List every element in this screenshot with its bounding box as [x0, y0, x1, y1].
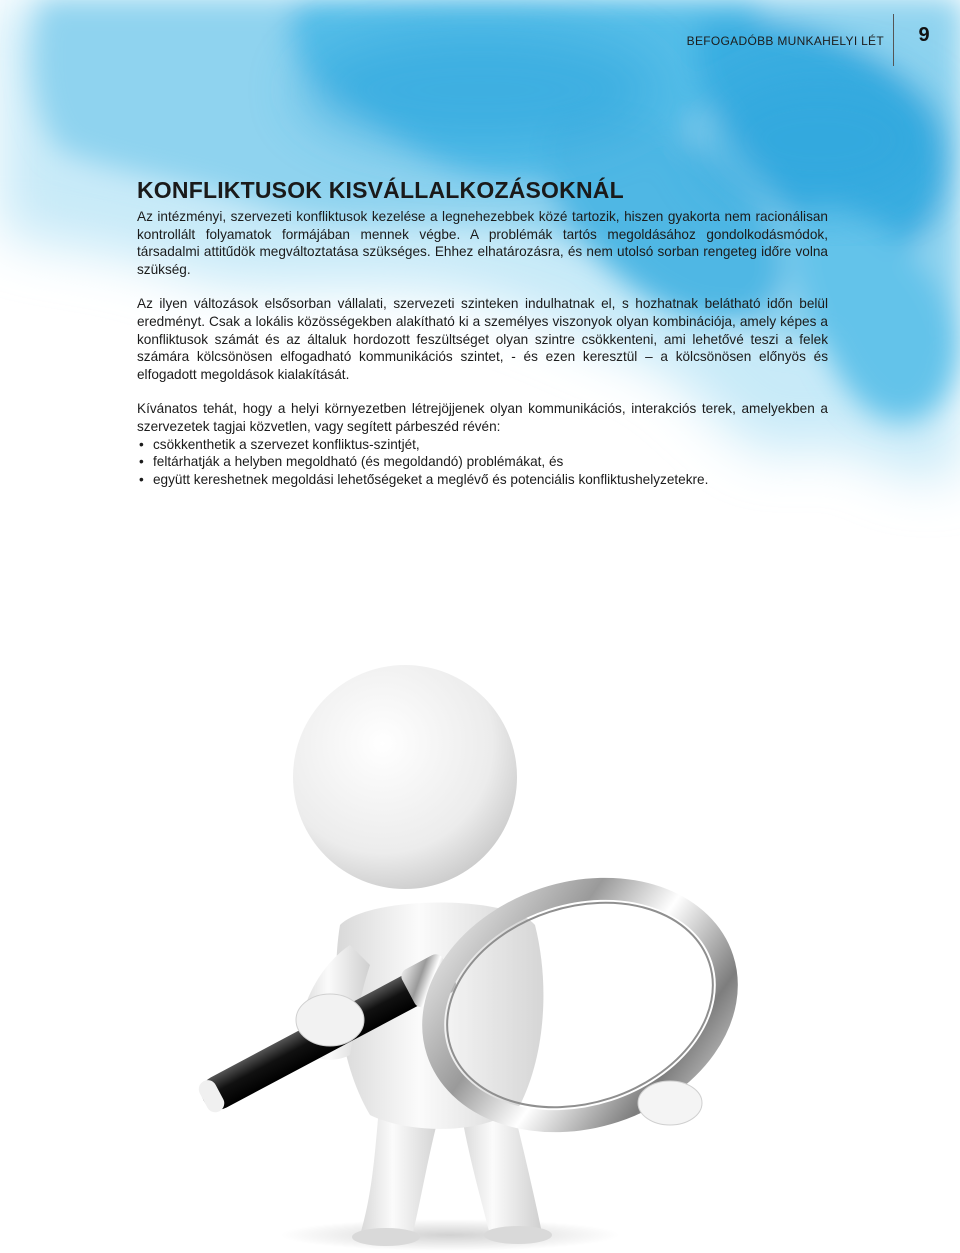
- figure-with-magnifying-glass-icon: [150, 665, 750, 1253]
- paragraph-1: Az intézményi, szervezeti konfliktusok kezelése a legnehezebbek közé tartozik, hiszen gyakorta nem racionálisan kontrollált folyamatok formájában mennek végbe. A problémák tartós megoldásához gondolkodásmódok, társadalmi attitűdök megváltoztatása szükséges. Ehhez elhatározásra, és nem utolsó sorban rengeteg időre volna szükség.: [137, 209, 828, 277]
- list-item: [137, 453, 828, 471]
- list-item-text: feltárhatják a helyben megoldható (és megoldandó) problémákat, és: [153, 454, 564, 470]
- list-item-text: együtt kereshetnek megoldási lehetőségeket a meglévő és potenciális konfliktushelyzetekre.: [153, 471, 709, 487]
- list-item: [137, 436, 828, 454]
- paragraph-2: Az ilyen változások elsősorban vállalati, szervezeti szinteken indulhatnak el, s hozhatnak belátható időn belül eredményt. Csak a lokális közösségekben alakítható ki a személyes viszonyok olyan kombinációja, amely képes a konfliktusok számát és az általuk hordozott feszültséget olyan szintre csökkenteni, ami lehetővé teszi a felek számára kölcsönösen elfogadható kommunikációs szintet, - és ezen keresztül – a kölcsönösen előnyös és elfogadott megoldások kialakítását.: [137, 296, 828, 382]
- header-divider: [893, 14, 894, 66]
- bullet-list: [137, 436, 828, 489]
- bullet-icon: •: [139, 436, 144, 452]
- article-body: [137, 176, 828, 488]
- bullet-icon: •: [139, 454, 144, 470]
- page-number: 9: [918, 24, 930, 46]
- paragraph-3: Kívánatos tehát, hogy a helyi környezetben létrejöjjenek olyan kommunikációs, interakciós terek, amelyekben a szervezetek tagjai közvetlen, vagy segített párbeszéd révén:: [137, 401, 828, 434]
- bullet-icon: •: [139, 471, 144, 487]
- list-item: [137, 471, 828, 489]
- running-header: BEFOGADÓBB MUNKAHELYI LÉT: [686, 34, 884, 48]
- article-title: KONFLIKTUSOK KISVÁLLALKOZÁSOKNÁL: [137, 177, 624, 203]
- list-item-text: csökkenthetik a szervezet konfliktus-szintjét,: [153, 436, 420, 452]
